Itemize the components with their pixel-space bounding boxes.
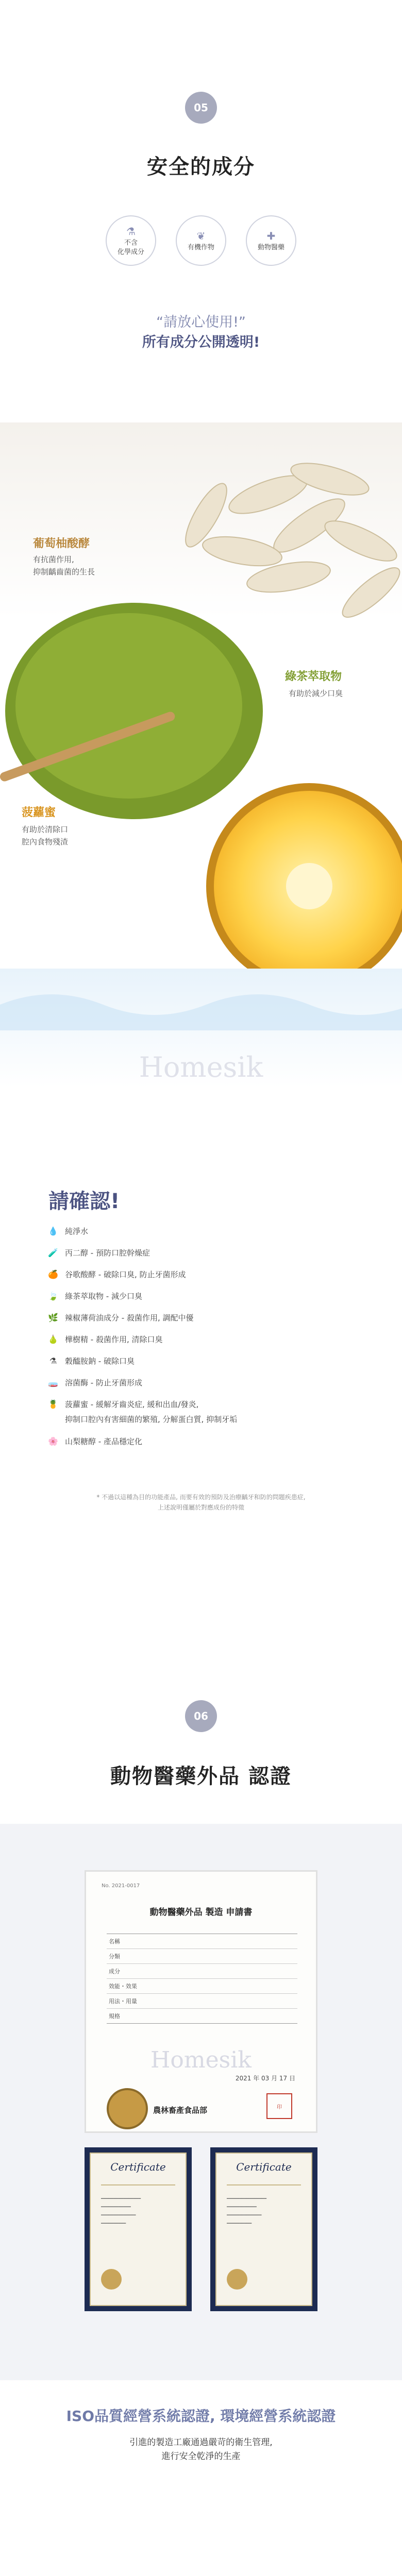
list-item: 💧 純淨水 bbox=[48, 1226, 89, 1236]
list-item: 🍍 菠蘿蜜 - 緩解牙齒炎症, 緩和出血/發炎, bbox=[48, 1399, 199, 1409]
organic-crops-circle: ❦ 有機作物 bbox=[176, 215, 226, 266]
iso-certificate-1: Certificate ━━━━━━━━━━━━━━━━ ━━━━━━━━━━━━ ━━━━━━━━━━━━━━ ━━━━━━━━━━ bbox=[85, 2147, 192, 2311]
pineapple-icon: 🍍 bbox=[48, 1399, 58, 1409]
list-item: 🍐 樺樹精 - 殺菌作用, 清除口臭 bbox=[48, 1334, 163, 1344]
green-tea-desc: 有助於減少口臭 bbox=[289, 689, 343, 698]
section-title: 動物醫藥外品 認證 bbox=[110, 1765, 292, 1788]
peppermint-icon: 🌿 bbox=[48, 1312, 58, 1323]
enzyme-icon: 🧫 bbox=[48, 1377, 58, 1387]
section-title: 安全的成分 bbox=[147, 155, 255, 179]
iso-subtitle: 引進的製造工廠通過嚴苛的衛生管理, 進行安全乾淨的生產 bbox=[129, 2437, 273, 2462]
medicine-icon: ✚ bbox=[266, 229, 276, 242]
section-05 bbox=[0, 92, 402, 124]
safety-quote: “請放心使用!” 所有成分公開透明! bbox=[142, 314, 260, 351]
water-drop-icon: 💧 bbox=[48, 1226, 58, 1236]
cert-table: 名稱 分類 成分 效能・效果 用法・用量 規格 bbox=[107, 1934, 297, 2024]
green-tea-name: 綠茶萃取物 bbox=[285, 670, 342, 683]
no-chemical-icon: ⚗ bbox=[126, 225, 136, 238]
green-tea-image bbox=[0, 603, 263, 819]
molecule-icon: ⚗ bbox=[49, 1355, 57, 1366]
leaf-icon: ❦ bbox=[196, 229, 206, 242]
iso-certificate-2: Certificate ━━━━━━━━━━━━━━━━ ━━━━━━━━━━━━ ━━━━━━━━━━━━━━ ━━━━━━━━━━ bbox=[210, 2147, 317, 2311]
check-list-title: 請確認! bbox=[48, 1190, 120, 1213]
grapefruit-icon: 🍊 bbox=[48, 1269, 58, 1279]
section-number-badge: 06 bbox=[185, 1700, 217, 1732]
homesik-watermark: Homesik bbox=[139, 1051, 263, 1083]
list-item: 🌿 辣椒薄荷油成分 - 殺菌作用, 調配中優 bbox=[48, 1312, 194, 1323]
ingredient-visual bbox=[0, 422, 402, 1087]
disclaimer-note: * 不過以這種為目的功能產品, 而要有效的預防及治療齲牙和防的問題疾患症, 上述說明僅屬於對應成份的特徵 bbox=[96, 1494, 306, 1512]
feature-circles bbox=[0, 215, 402, 266]
pineapple-image bbox=[206, 783, 402, 989]
gold-seal-icon bbox=[101, 2269, 122, 2290]
iso-title: ISO品質經營系統認證, 環境經營系統認證 bbox=[66, 2408, 336, 2425]
section-number-badge: 05 bbox=[185, 92, 217, 124]
section-06 bbox=[0, 1700, 402, 1732]
gold-seal-icon bbox=[107, 2088, 148, 2129]
tea-leaf-icon: 🍃 bbox=[48, 1291, 58, 1301]
gold-seal-icon bbox=[227, 2269, 247, 2290]
no-chemical-circle: ⚗ 不含 化學成分 bbox=[106, 215, 156, 266]
ingredient-illustration bbox=[0, 422, 402, 1087]
list-item: ⚗ 穀醯胺鈉 - 破除口臭 bbox=[47, 1355, 135, 1366]
grapefruit-desc: 有抗菌作用, 抑制齲齒菌的生長 bbox=[33, 555, 95, 577]
jackfruit-desc: 有助於清除口 腔內食物殘渣 bbox=[22, 825, 69, 846]
list-item: 🌸 山梨糖醇 - 產品穩定化 bbox=[48, 1436, 142, 1446]
main-certificate-image: No. 2021-0017 動物醫藥外品 製造 申請書 名稱 分類 成分 效能・效果 用法・用量 規格 Homesik 2021 年 03 月 17 日 農林畜產食品部 印 bbox=[85, 1870, 317, 2133]
jackfruit-name: 菠蘿蜜 bbox=[22, 806, 56, 819]
vet-medicine-circle: ✚ 動物醫藥 bbox=[246, 215, 296, 266]
list-item: 🧪 丙二醇 - 預防口腔幹燥症 bbox=[48, 1247, 150, 1258]
xylitol-icon: 🌸 bbox=[48, 1436, 58, 1446]
list-item-continued: 抑制口腔內有害細菌的繁殖, 分解蛋白質, 抑制牙垢 bbox=[65, 1415, 238, 1424]
extract-icon: 🍐 bbox=[48, 1334, 58, 1344]
list-item: 🍃 綠茶萃取物 - 減少口臭 bbox=[48, 1291, 142, 1301]
list-item: 🧫 溶菌酶 - 防止牙菌形成 bbox=[48, 1377, 142, 1387]
list-item: 🍊 谷歌酸酵 - 破除口臭, 防止牙菌形成 bbox=[48, 1269, 186, 1279]
grapefruit-name: 葡萄柚酸酵 bbox=[33, 537, 90, 550]
glycerin-icon: 🧪 bbox=[48, 1247, 58, 1258]
red-stamp-icon: 印 bbox=[266, 2093, 292, 2119]
